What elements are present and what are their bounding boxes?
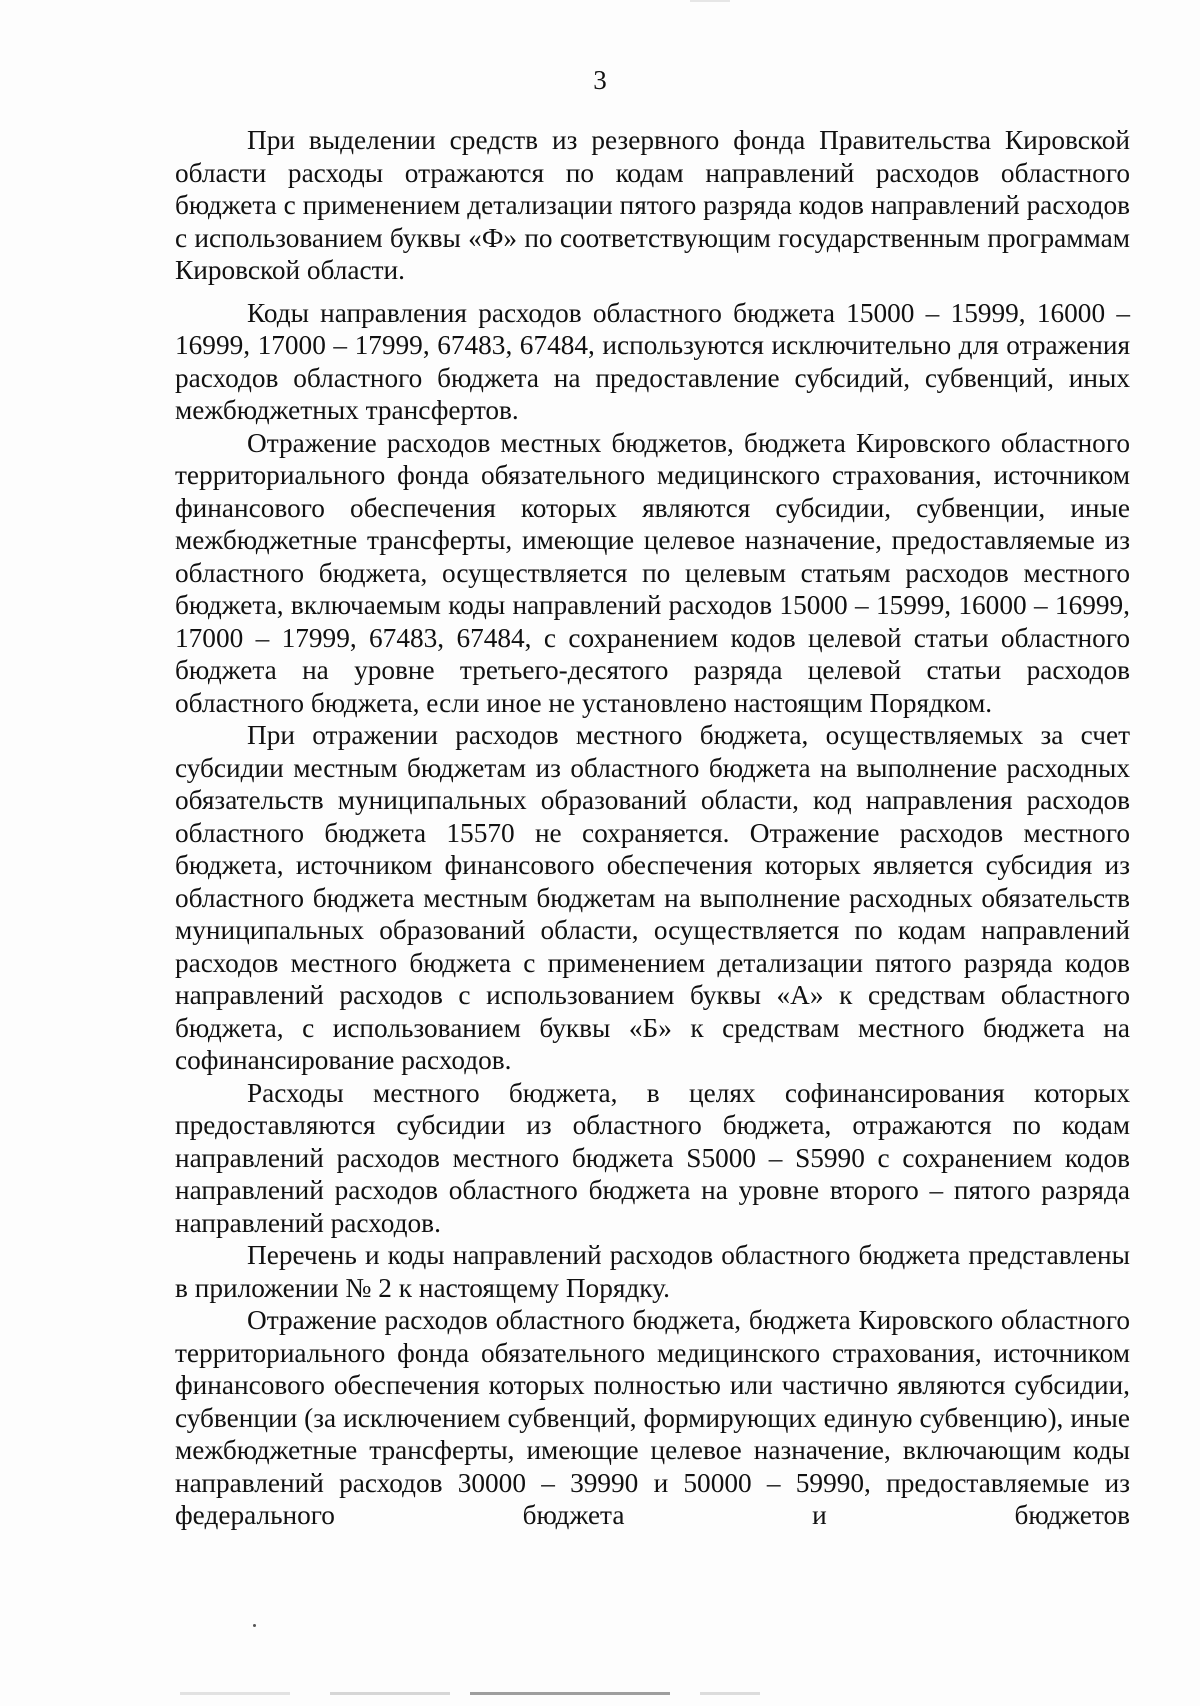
- paragraph-reserve-fund: При выделении средств из резервного фонда Правительства Кировской области расходы отражаются по кодам направлений расходов областного бюджета с применением детализации пятого разряда кодов направлений расходов с использованием буквы «Ф» по соответствующим государственным программам Кировской области.: [175, 125, 1130, 285]
- scan-artifact-dot: [253, 1624, 256, 1627]
- paragraph-list-of-codes: Перечень и коды направлений расходов областного бюджета представлены в приложении № 2 к настоящему Порядку.: [175, 1240, 1130, 1303]
- scan-artifact-top: [690, 0, 730, 2]
- page-number: 3: [593, 65, 607, 95]
- document-body: [175, 124, 1130, 1532]
- scan-artifact-line: [700, 1692, 760, 1695]
- scan-artifact-line: [330, 1692, 450, 1695]
- scan-artifact-line: [470, 1692, 670, 1695]
- paragraph-local-budgets: Отражение расходов местных бюджетов, бюджета Кировского областного территориального фонда обязательного медицинского страхования, источником финансового обеспечения которых являются субсидии, субвенции, иные межбюджетные трансферты, имеющие целевое назначение, предоставляемые из областного бюджета, осуществляется по целевым статьям расходов местного бюджета, включаемым коды направлений расходов 15000 – 15999, 16000 – 16999, 17000 – 17999, 67483, 67484, с сохранением кодов целевой статьи областного бюджета на уровне третьего-десятого разряда целевой статьи расходов областного бюджета, если иное не установлено настоящим Порядком.: [175, 427, 1130, 718]
- paragraph-federal-transfers: Отражение расходов областного бюджета, бюджета Кировского областного территориального фонда обязательного медицинского страхования, источником финансового обеспечения которых полностью или частично являются субсидии, субвенции (за исключением субвенций, формирующих единую субвенцию), иные межбюджетные трансферты, имеющие целевое назначение, включающим коды направлений расходов 30000 – 39990 и 50000 – 59990, предоставляемые из федерального бюджета и бюджетов: [175, 1305, 1130, 1530]
- scan-artifact-line: [180, 1692, 290, 1695]
- paragraph-cofinancing: Расходы местного бюджета, в целях софинансирования которых предоставляются субсидии из областного бюджета, отражаются по кодам направлений расходов местного бюджета S5000 – S5990 с сохранением кодов направлений расходов областного бюджета на уровне второго – пятого разряда направлений расходов.: [175, 1077, 1130, 1238]
- paragraph-subsidy-reflection: При отражении расходов местного бюджета, осуществляемых за счет субсидии местным бюджетам из областного бюджета на выполнение расходных обязательств муниципальных образований области, код направления расходов областного бюджета 15570 не сохраняется. Отражение расходов местного бюджета, источником финансового обеспечения которых является субсидия из областного бюджета местным бюджетам на выполнение расходных обязательств муниципальных образований области, осуществляется по кодам направлений расходов местного бюджета с применением детализации пятого разряда кодов направлений расходов с использованием буквы «А» к средствам областного бюджета, с использованием буквы «Б» к средствам местного бюджета на софинансирование расходов.: [175, 720, 1130, 1075]
- paragraph-expense-codes: Коды направления расходов областного бюджета 15000 – 15999, 16000 – 16999, 17000 – 17999, 67483, 67484, используются исключительно для отражения расходов областного бюджета на предоставление субсидий, субвенций, иных межбюджетных трансфертов.: [175, 297, 1130, 425]
